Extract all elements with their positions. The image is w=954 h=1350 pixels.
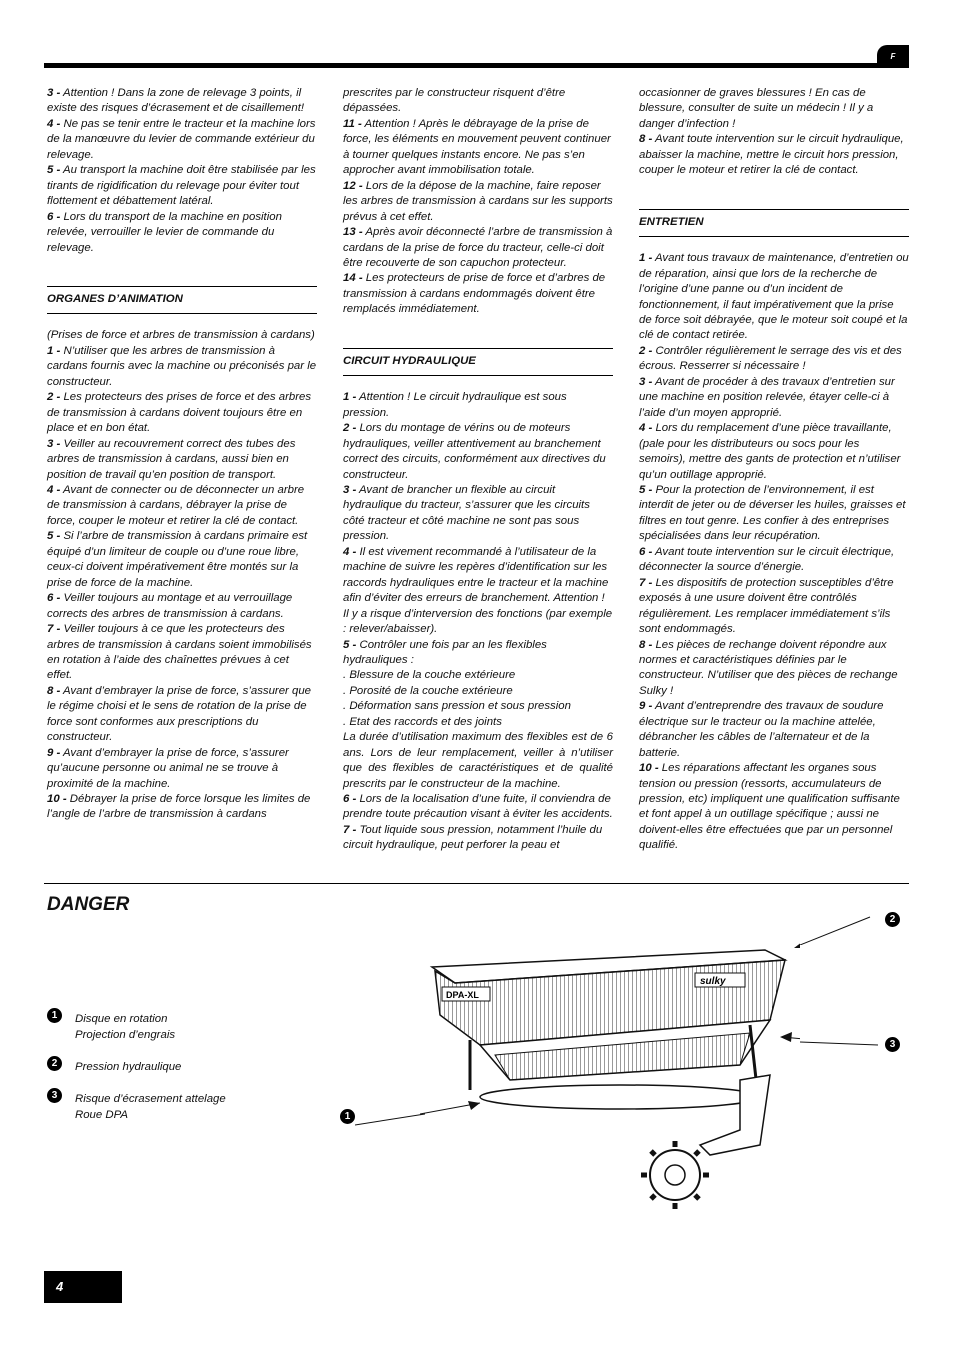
item-text: Débrayer la prise de force lorsque les limites de l’angle de l’arbre de transmission à cardans bbox=[47, 793, 311, 821]
item-text: Veiller toujours à ce que les protecteurs des arbres de transmission à cardans soient immobilisés en rotation à l’aide des chaînettes prévues à cet effet. bbox=[47, 623, 312, 682]
item-number: 13 - bbox=[343, 226, 363, 239]
list-item bbox=[47, 746, 317, 792]
item-number: 4 - bbox=[639, 422, 653, 435]
list-item bbox=[47, 437, 317, 483]
item-text: Les dispositifs de protection susceptibles d’être exposés à une usure doivent être contrôlés régulièrement. Les remplacer immédiatement s’ils sont endommagés. bbox=[639, 576, 894, 636]
item-text: Les protecteurs de prise de force et d’arbres de transmission à cardans endommagés doivent être remplacés immédiatement. bbox=[343, 272, 606, 316]
legend-text-1 bbox=[75, 1011, 175, 1043]
col1-top-items bbox=[47, 86, 317, 256]
item-number: 3 - bbox=[639, 375, 653, 388]
item-number: 8 - bbox=[639, 133, 653, 146]
item-number: 1 - bbox=[343, 391, 357, 404]
item-number: 4 - bbox=[47, 117, 61, 130]
page-number: 4 bbox=[56, 1279, 64, 1294]
legend-number-2: 2 bbox=[47, 1056, 62, 1071]
col3-items bbox=[639, 251, 909, 854]
list-item bbox=[639, 545, 909, 576]
hitch-arm bbox=[700, 1075, 770, 1155]
item-text: Lors du transport de la machine en position relevée, verrouiller le levier de commande du relevage. bbox=[47, 210, 282, 254]
callout-3: 3 bbox=[885, 1037, 900, 1052]
list-item bbox=[639, 483, 909, 545]
list-item bbox=[47, 622, 317, 684]
list-item bbox=[343, 421, 613, 483]
list-item bbox=[343, 225, 613, 271]
model-label: DPA-XL bbox=[446, 990, 479, 1000]
item-text: Après avoir déconnecté l’arbre de transmission à cardans de la prise de force du tracteur, celle-ci doit être recouverte de son capuchon protecteur. bbox=[343, 226, 613, 269]
list-item bbox=[47, 792, 317, 823]
list-item bbox=[343, 390, 613, 421]
list-item bbox=[639, 638, 909, 700]
check-item: . Déformation sans pression et sous pression bbox=[343, 700, 571, 713]
callout-connector-1 bbox=[355, 1090, 425, 1130]
item-text: Avant de connecter ou de déconnecter un arbre de transmission à cardans, débrayer la prise de force, couper le moteur et retirer la clé de contact. bbox=[47, 483, 305, 527]
callout-connector-3 bbox=[800, 1040, 880, 1050]
item-text: Lors de la localisation d’une fuite, il conviendra de prendre toute précaution visant à éviter les accidents. bbox=[343, 793, 613, 821]
list-item bbox=[639, 699, 909, 761]
item-text: Ne pas se tenir entre le tracteur et la machine lors de la manœuvre du levier de commande extérieur du relevage. bbox=[47, 117, 316, 161]
column-3 bbox=[639, 86, 909, 854]
item-number: 4 - bbox=[47, 483, 61, 496]
item-number: 11 - bbox=[343, 117, 362, 130]
legend-line: Disque en rotation bbox=[75, 1013, 168, 1025]
item-number: 1 - bbox=[47, 344, 61, 357]
callout-line-ext bbox=[800, 1042, 878, 1045]
item-text: Il est vivement recommandé à l’utilisateur de la machine de suivre les repères d’identification sur les raccords hydrauliques entre le tracteur et la machine afin d’éviter des erreurs de branchement. Attention ! Il y a risque d’interversion des fonctions (par exemple : relever/abaisser). bbox=[343, 545, 613, 636]
list-item bbox=[343, 271, 613, 317]
item-number: 12 - bbox=[343, 179, 363, 192]
check-item: . Blessure de la couche extérieure bbox=[343, 669, 516, 682]
list-item bbox=[47, 210, 317, 256]
list-item bbox=[639, 132, 909, 178]
item-text: Avant d’entreprendre des travaux de soudure électrique sur le tracteur ou la machine attelée, débrancher les câbles de l’alternateur et de la batterie. bbox=[639, 700, 884, 759]
item-text: Les réparations affectant les organes sous tension ou pression (ressorts, accumulateurs de pression, etc) impliquent une qualification suffisante et font appel à un outillage spécifique ; aussi ne doivent-elles être effectuées que par un personnel qualifié. bbox=[639, 762, 900, 852]
dpa-wheel bbox=[650, 1150, 700, 1200]
item-number: 10 - bbox=[639, 762, 659, 775]
col2-continuation: prescrites par le constructeur risquent d’être dépassées. bbox=[343, 87, 566, 115]
item-text: Contrôler une fois par an les flexibles hydrauliques : bbox=[343, 638, 547, 666]
item-text: Avant d’embrayer la prise de force, s’assurer que le régime choisi et le sens de rotation de la prise de force sont conformes aux prescriptions du constructeur. bbox=[47, 684, 312, 744]
list-item bbox=[47, 483, 317, 529]
legend-line: Projection d’engrais bbox=[75, 1029, 176, 1041]
item-text: Avant d’embrayer la prise de force, s’assurer qu’aucune personne ou animal ne se trouve à proximité de la machine. bbox=[47, 746, 289, 790]
item-number: 6 - bbox=[47, 210, 61, 223]
item-number: 5 - bbox=[47, 530, 61, 543]
list-item bbox=[47, 684, 317, 746]
item-number: 5 - bbox=[639, 483, 653, 496]
item-number: 9 - bbox=[47, 746, 61, 759]
list-item bbox=[639, 344, 909, 375]
item-number: 9 - bbox=[639, 700, 653, 713]
list-item bbox=[639, 375, 909, 421]
item-text: Les protecteurs des prises de force et des arbres de transmission à cardans doivent toujours être en place et en bon état. bbox=[47, 391, 312, 435]
spreader-illustration bbox=[420, 915, 800, 1220]
item-text: Avant toute intervention sur le circuit électrique, déconnecter la source d’énergie. bbox=[639, 545, 895, 574]
item-text: Pour la protection de l’environnement, il est interdit de jeter ou de déverser les huiles, graisses et filtres en tout genre. Les confier à des entreprises spécialisées dans leur récupération. bbox=[639, 483, 906, 543]
legend-text-2 bbox=[75, 1059, 181, 1075]
item-number: 7 - bbox=[47, 623, 61, 636]
list-item bbox=[639, 421, 909, 483]
item-text: Tout liquide sous pression, notamment l’huile du circuit hydraulique, peut perforer la peau et bbox=[343, 823, 603, 852]
spreading-disc bbox=[480, 1085, 760, 1109]
list-item bbox=[343, 117, 613, 179]
col2-top-items bbox=[343, 117, 613, 318]
col2-end-items bbox=[343, 792, 613, 854]
item-number: 5 - bbox=[343, 638, 357, 651]
danger-rule bbox=[44, 883, 909, 884]
item-number: 3 - bbox=[343, 483, 357, 496]
list-item bbox=[47, 117, 317, 163]
item-number: 6 - bbox=[47, 592, 61, 605]
item-text: Avant de procéder à des travaux d’entretien sur une machine en position relevée, étayer celle-ci à l’aide d’un moyen approprié. bbox=[639, 375, 895, 419]
list-item bbox=[639, 576, 909, 638]
list-item bbox=[639, 761, 909, 854]
callout-connector-2 bbox=[800, 915, 880, 945]
col2-items bbox=[343, 390, 613, 668]
list-item bbox=[47, 86, 317, 117]
item-text: Veiller toujours au montage et au verrouillage corrects des arbres de transmission à cardans. bbox=[47, 592, 293, 620]
item-text: Veiller au recouvrement correct des tubes des arbres de transmission à cardans, aussi bien en position de travail qu’en position de transport. bbox=[47, 437, 296, 481]
item-number: 8 - bbox=[47, 684, 61, 697]
legend-text-3 bbox=[75, 1091, 226, 1123]
legend-line: Pression hydraulique bbox=[75, 1061, 182, 1073]
check-item: . Porosité de la couche extérieure bbox=[343, 684, 513, 697]
list-item bbox=[343, 638, 613, 669]
item-number: 8 - bbox=[639, 638, 653, 651]
item-number: 2 - bbox=[639, 344, 653, 357]
item-number: 1 - bbox=[639, 252, 653, 265]
callout-line-ext bbox=[800, 917, 870, 945]
callout-2: 2 bbox=[885, 912, 900, 927]
arrowhead bbox=[468, 1101, 480, 1110]
item-text: Lors du montage de vérins ou de moteurs hydrauliques, veiller attentivement au branchement correct des circuits, conformément aux directives du constructeur. bbox=[343, 422, 606, 481]
col2-checklist bbox=[343, 668, 613, 730]
item-number: 3 - bbox=[47, 87, 61, 99]
callout-line-ext bbox=[355, 1114, 425, 1125]
item-text: Contrôler régulièrement le serrage des vis et des écrous. Resserrer si nécessaire ! bbox=[639, 344, 902, 373]
col3-continuation: occasionner de graves blessures ! En cas de blessure, consulter de suite un médecin ! Il y a danger d’infection ! bbox=[639, 87, 874, 130]
item-number: 6 - bbox=[639, 545, 653, 558]
arrowhead bbox=[780, 1032, 792, 1042]
item-text: Lors du remplacement d’une pièce travaillante, (pale pour les distributeurs ou socs pour les semoirs), mettre des gants de protection et n’utiliser qu’un outillage approprié. bbox=[639, 422, 901, 481]
legend-line: Risque d’écrasement attelage bbox=[75, 1093, 226, 1105]
brand-label: sulky bbox=[700, 976, 726, 987]
item-number: 5 - bbox=[47, 164, 61, 177]
list-item bbox=[343, 545, 613, 638]
item-text: Les pièces de rechange doivent répondre aux normes et caractéristiques définies par le constructeur. N’utiliser que des pièces de rechange Sulky ! bbox=[639, 638, 898, 697]
item-number: 7 - bbox=[343, 823, 357, 836]
list-item bbox=[47, 529, 317, 591]
list-item bbox=[47, 344, 317, 390]
item-number: 7 - bbox=[639, 576, 653, 589]
list-item bbox=[47, 591, 317, 622]
legend-number-3: 3 bbox=[47, 1088, 62, 1103]
legend-number-1: 1 bbox=[47, 1008, 62, 1023]
section-title-entretien: ENTRETIEN bbox=[639, 209, 909, 237]
item-text: Attention ! Le circuit hydraulique est sous pression. bbox=[343, 391, 567, 419]
item-text: Avant de brancher un flexible au circuit hydraulique du tracteur, s’assurer que les circuits côté tracteur et côté machine ne sont pas sous pression. bbox=[343, 483, 590, 543]
item-number: 4 - bbox=[343, 545, 357, 558]
item-number: 3 - bbox=[47, 437, 61, 450]
check-item: . Etat des raccords et des joints bbox=[343, 715, 502, 728]
top-rule bbox=[44, 63, 909, 68]
col1-intro: (Prises de force et arbres de transmission à cardans) bbox=[47, 329, 315, 342]
section-title-circuit: CIRCUIT HYDRAULIQUE bbox=[343, 348, 613, 376]
item-number: 2 - bbox=[47, 391, 61, 404]
col1-items bbox=[47, 344, 317, 823]
item-text: Avant tous travaux de maintenance, d’entretien ou de réparation, ainsi que lors de la recherche de l’origine d’une panne ou d’un incident de fonctionnement, il faut impérativement que la prise de force soit débrayée, que le moteur soit coupé et la clé de contact retirée. bbox=[639, 252, 909, 342]
item-text: Avant toute intervention sur le circuit hydraulique, abaisser la machine, mettre le circuit hors pression, couper le moteur et retirer la clé de contact. bbox=[639, 133, 904, 177]
list-item bbox=[639, 251, 909, 344]
list-item bbox=[47, 163, 317, 209]
section-title-organes: ORGANES D’ANIMATION bbox=[47, 286, 317, 314]
legend-line: Roue DPA bbox=[75, 1109, 128, 1121]
item-number: 2 - bbox=[343, 422, 357, 435]
list-item bbox=[343, 823, 613, 854]
item-number: 10 - bbox=[47, 793, 67, 806]
list-item bbox=[343, 483, 613, 545]
item-text: N’utiliser que les arbres de transmission à cardans fournis avec la machine ou préconisés par le constructeur. bbox=[47, 344, 317, 388]
item-text: Au transport la machine doit être stabilisée par les tirants de rigidification du relevage pour éviter tout flottement et débattement latéral. bbox=[47, 164, 316, 208]
item-number: 6 - bbox=[343, 793, 357, 806]
col2-lifetime: La durée d’utilisation maximum des flexibles est de 6 ans. Lors de leur remplacement, veiller à n’utiliser que des flexibles de caractéristiques et de qualité prescrits par le constructeur de la machine. bbox=[343, 731, 613, 790]
danger-title: DANGER bbox=[47, 894, 130, 915]
item-number: 14 - bbox=[343, 272, 363, 285]
item-text: Si l’arbre de transmission à cardans primaire est équipé d’un limiteur de couple ou d’une roue libre, ceux-ci doivent impérativement être montés sur la prise de force de la machine. bbox=[47, 530, 308, 589]
item-text: Attention ! Dans la zone de relevage 3 points, il existe des risques d’écrasement et de cisaillement! bbox=[47, 87, 305, 115]
list-item bbox=[47, 390, 317, 436]
col3-top-items bbox=[639, 132, 909, 178]
language-tab: F bbox=[877, 45, 909, 68]
callout-1: 1 bbox=[340, 1109, 355, 1124]
column-2 bbox=[343, 86, 613, 854]
column-1 bbox=[47, 86, 317, 823]
item-text: Lors de la dépose de la machine, faire reposer les arbres de transmission à cardans sur les supports prévus à cet effet. bbox=[343, 179, 613, 223]
list-item bbox=[343, 792, 613, 823]
item-text: Attention ! Après le débrayage de la prise de force, les éléments en mouvement peuvent continuer à tourner quelques instants encore. Ne pas s’en approcher avant immobilisation totale. bbox=[343, 117, 611, 177]
list-item bbox=[343, 179, 613, 225]
page-number-box bbox=[44, 1271, 122, 1303]
